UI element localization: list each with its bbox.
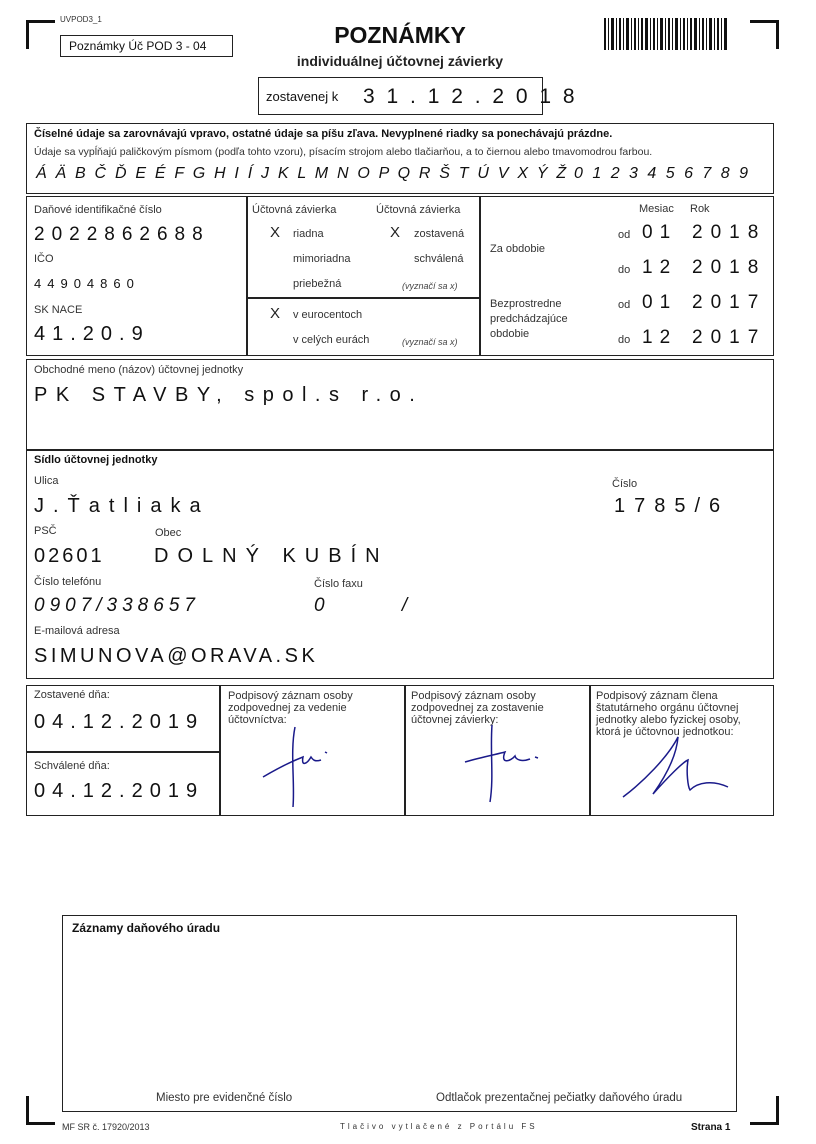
fax-value: 0 /	[314, 595, 414, 616]
compiled-on-value: 04.12.2019	[34, 711, 205, 733]
currency-mark: X	[270, 305, 281, 322]
sig-divider-3	[589, 685, 591, 816]
closure-type-mark-note: (vyznačí sa x)	[402, 281, 458, 291]
period-previous-to-month: 12	[642, 327, 678, 348]
compiled-date-label: zostavenej k	[266, 89, 339, 104]
compiled-date-value: 3 1 . 1 2 . 2 0 1 8	[363, 85, 578, 108]
closure-type-interim: priebežná	[293, 278, 342, 290]
ico-value: 44904860	[34, 276, 140, 291]
instructions-line-1: Číselné údaje sa zarovnávajú vpravo, ostatné údaje sa píšu zľava. Nevyplnené riadky sa ponechávajú prázdne.	[34, 128, 613, 140]
period-previous-from-month: 01	[642, 292, 678, 313]
page-title: POZNÁMKY	[334, 22, 466, 48]
approved-on-value: 04.12.2019	[34, 780, 205, 802]
statutory-signature-label: Podpisový záznam člena štatutárneho orgánu účtovnej jednotky alebo fyzickej osoby, ktorá je účtovnou jednotkou:	[596, 690, 741, 738]
period-previous-from-year: 2017	[692, 292, 767, 313]
compiled-on-label: Zostavené dňa:	[34, 689, 110, 701]
id-divider-h	[246, 297, 480, 299]
closure-state-compiled: zostavená	[414, 228, 465, 240]
period-previous-from-label: od	[618, 299, 631, 311]
period-previous-to-year: 2017	[692, 327, 767, 348]
email-value: SIMUNOVA@ORAVA.SK	[34, 645, 319, 667]
psc-label: PSČ	[34, 525, 57, 537]
corner-mark-bottom-left	[26, 1096, 55, 1125]
nace-label: SK NACE	[34, 304, 83, 316]
footer-form-ref: MF SR č. 17920/2013	[62, 1122, 150, 1132]
closure-state-approved: schválená	[414, 253, 464, 265]
closure-signature-label: Podpisový záznam osoby zodpovednej za zostavenie účtovnej závierky:	[411, 690, 544, 726]
currency-eurocents: v eurocentoch	[293, 309, 363, 321]
id-divider-2	[479, 196, 481, 356]
statutory-signature	[618, 732, 738, 802]
house-number-value: 1785/6	[614, 495, 730, 517]
closure-state-header: Účtovná závierka	[376, 204, 461, 216]
registration-number-label: Miesto pre evidenčné číslo	[156, 1092, 293, 1104]
psc-value: 02601	[34, 545, 105, 567]
entity-name-value: PK STAVBY, spol.s r.o.	[34, 384, 424, 406]
closure-type-regular: riadna	[293, 228, 324, 240]
approved-on-label: Schválené dňa:	[34, 760, 110, 772]
period-current-from-label: od	[618, 229, 631, 241]
corner-mark-bottom-right	[750, 1096, 779, 1125]
currency-whole-euros: v celých eurách	[293, 334, 370, 346]
accounting-signature	[255, 722, 355, 812]
period-month-label: Mesiac	[639, 203, 674, 215]
sig-divider-2	[404, 685, 406, 816]
corner-mark-top-left	[26, 20, 55, 49]
instructions-line-2: Údaje sa vypĺňajú paličkovým písmom (podľa tohto vzoru), písacím strojom alebo tlačiarňou, a to čiernou alebo tmavomodrou farbou.	[34, 146, 653, 158]
entity-name-label: Obchodné meno (názov) účtovnej jednotky	[34, 364, 244, 376]
form-name: Poznámky Úč POD 3 - 04	[69, 39, 207, 53]
seat-header: Sídlo účtovnej jednotky	[34, 454, 158, 466]
house-number-label: Číslo	[612, 478, 638, 490]
tax-office-box	[62, 915, 737, 1112]
period-current-from-month: 01	[642, 222, 678, 243]
period-previous-label-3: obdobie	[490, 328, 530, 340]
accounting-signature-label: Podpisový záznam osoby zodpovednej za vedenie účtovníctva:	[228, 690, 353, 726]
period-current-label: Za obdobie	[490, 243, 546, 255]
closure-type-extraordinary: mimoriadna	[293, 253, 351, 265]
ico-label: IČO	[34, 253, 54, 265]
fax-label: Číslo faxu	[314, 578, 363, 590]
period-current-to-label: do	[618, 264, 631, 276]
period-previous-label-1: Bezprostredne	[490, 298, 562, 310]
entity-divider	[26, 449, 774, 451]
tax-office-title: Záznamy daňového úradu	[72, 921, 221, 935]
closure-type-header: Účtovná závierka	[252, 204, 337, 216]
period-previous-to-label: do	[618, 334, 631, 346]
entity-box	[26, 359, 774, 679]
phone-label: Číslo telefónu	[34, 576, 102, 588]
phone-value: 0907/338657	[34, 595, 200, 616]
period-current-from-year: 2018	[692, 222, 767, 243]
period-current-to-year: 2018	[692, 257, 767, 278]
compiled-date-box	[258, 77, 578, 115]
currency-mark-note: (vyznačí sa x)	[402, 337, 458, 347]
sig-divider-h	[26, 751, 220, 753]
form-name-box	[60, 35, 233, 57]
footer-print-note: Tlačivo vytlačené z Portálu FS	[340, 1122, 538, 1131]
barcode-icon	[604, 18, 728, 50]
corner-mark-top-right	[750, 20, 779, 49]
sample-digits: 0 1 2 3 4 5 6 7 8 9	[574, 165, 751, 182]
page-subtitle: individuálnej účtovnej závierky	[296, 53, 504, 69]
period-previous-label-2: predchádzajúce	[490, 313, 568, 325]
form-code: UVPOD3_1	[60, 15, 102, 24]
closure-signature	[460, 722, 560, 812]
street-label: Ulica	[34, 475, 59, 487]
sample-alphabet: Á Ä B Č Ď E É F G H I Í J K L M N O P Q R Š T Ú V X Ý Ž	[36, 165, 569, 182]
stamp-label: Odtlačok prezentačnej pečiatky daňového úradu	[436, 1092, 683, 1104]
closure-type-mark: X	[270, 224, 281, 241]
city-value: DOLNÝ KUBÍN	[154, 545, 389, 567]
footer-page: Strana 1	[691, 1122, 731, 1133]
dic-label: Daňové identifikačné číslo	[34, 204, 162, 216]
email-label: E-mailová adresa	[34, 625, 120, 637]
closure-state-mark: X	[390, 224, 401, 241]
id-divider-1	[246, 196, 248, 356]
period-year-label: Rok	[690, 203, 710, 215]
street-value: J.Ťatliaka	[34, 495, 210, 517]
period-current-to-month: 12	[642, 257, 678, 278]
nace-value: 41.20.9	[34, 323, 150, 345]
dic-value: 2022862688	[34, 224, 210, 245]
city-label: Obec	[155, 527, 182, 539]
